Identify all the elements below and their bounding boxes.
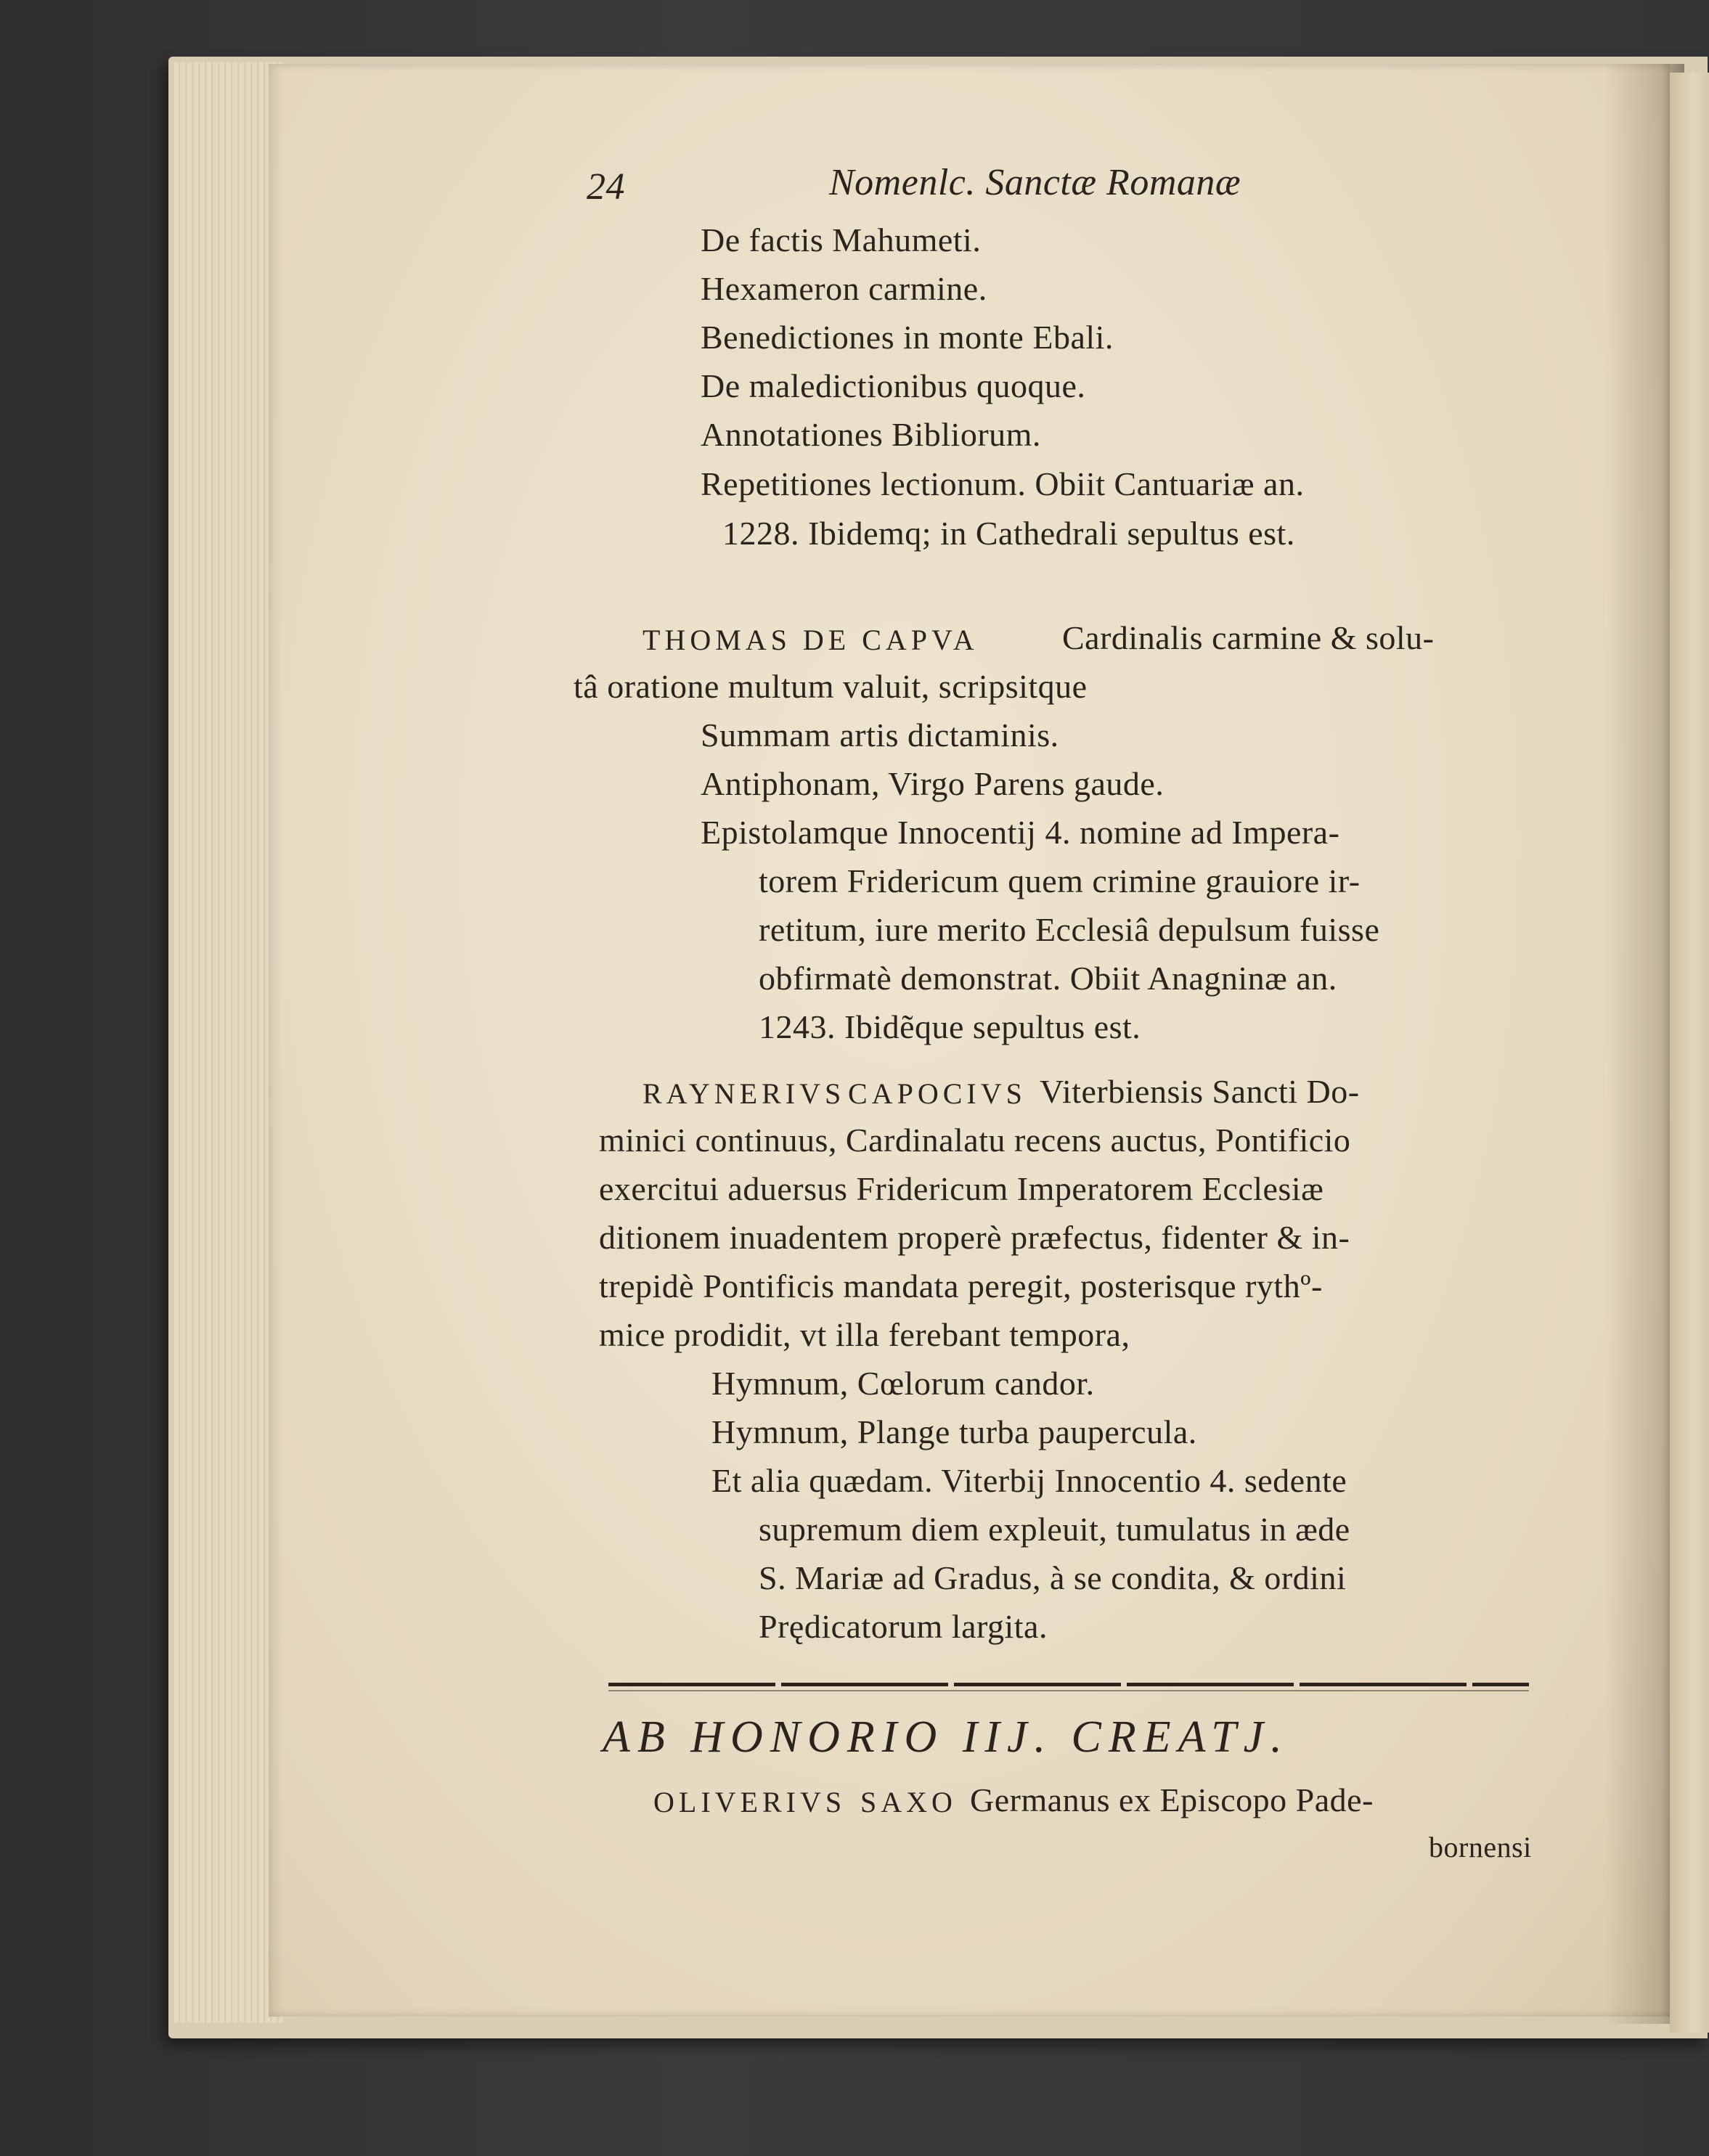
text-line: Hexameron carmine. [701, 270, 987, 307]
text-line: obfirmatè demonstrat. Obiit Anagninæ an. [759, 960, 1337, 997]
text-line: ditionem inuadentem properè præfectus, fidenter & in- [599, 1219, 1350, 1256]
text-line: Viterbiensis Sancti Do- [1040, 1073, 1360, 1110]
text-line: Antiphonam, Virgo Parens gaude. [701, 765, 1165, 802]
text-line: torem Fridericum quem crimine grauiore ir- [759, 862, 1361, 899]
section-title: AB HONORIO IIJ. CREATJ. [603, 1712, 1289, 1762]
section-divider-hairline [608, 1690, 1529, 1691]
text-line: 1243. Ibidẽque sepultus est. [759, 1008, 1141, 1045]
author-name: RAYNERIVS [643, 1077, 846, 1110]
text-line: S. Mariæ ad Gradus, à se condita, & ordini [759, 1559, 1347, 1596]
text-line: Summam artis dictaminis. [701, 716, 1059, 754]
facing-page-edge [1670, 73, 1709, 2033]
text-line: mice prodidit, vt illa ferebant tempora, [599, 1316, 1130, 1353]
author-name: THOMAS DE CAPVA [643, 624, 979, 656]
text-line: supremum diem expleuit, tumulatus in æde [759, 1511, 1350, 1548]
text-line: trepidè Pontificis mandata peregit, posterisque rythº- [599, 1267, 1323, 1304]
text-line: Annotationes Bibliorum. [701, 416, 1041, 453]
text-line: De maledictionibus quoque. [701, 367, 1086, 404]
running-title: Nomenlc. Sanctæ Romanæ [829, 162, 1241, 203]
text-line: Benedictiones in monte Ebali. [701, 319, 1114, 356]
text-line: De factis Mahumeti. [701, 221, 982, 258]
page-stack-edge [174, 62, 283, 2022]
author-name: OLIVERIVS [653, 1786, 847, 1818]
text-line: Et alia quædam. Viterbij Innocentio 4. sedente [711, 1462, 1347, 1499]
text-line: Cardinalis carmine & solu- [1062, 619, 1435, 656]
text-line: tâ oratione multum valuit, scripsitque [574, 668, 1088, 705]
page-number: 24 [587, 166, 625, 208]
text-line: retitum, iure merito Ecclesiâ depulsum fuisse [759, 911, 1380, 948]
author-name: SAXO [860, 1786, 957, 1818]
text-line: minici continuus, Cardinalatu recens auctus, Pontificio [599, 1122, 1351, 1159]
catchword: bornensi [1429, 1831, 1532, 1863]
text-line: Hymnum, Cœlorum candor. [711, 1365, 1095, 1402]
section-divider [608, 1683, 1529, 1686]
text-line: Germanus ex Episcopo Pade- [970, 1781, 1374, 1818]
text-line: Epistolamque Innocentij 4. nomine ad Impera- [701, 814, 1340, 851]
author-name: CAPOCIVS [848, 1077, 1027, 1110]
text-line: Repetitiones lectionum. Obiit Cantuariæ an. [701, 465, 1305, 502]
text-line: exercitui aduersus Fridericum Imperatorem Ecclesiæ [599, 1170, 1324, 1207]
text-line: Hymnum, Plange turba paupercula. [711, 1413, 1197, 1450]
text-line: Prędicatorum largita. [759, 1608, 1048, 1645]
text-line: 1228. Ibidemq; in Cathedrali sepultus est. [722, 515, 1295, 552]
